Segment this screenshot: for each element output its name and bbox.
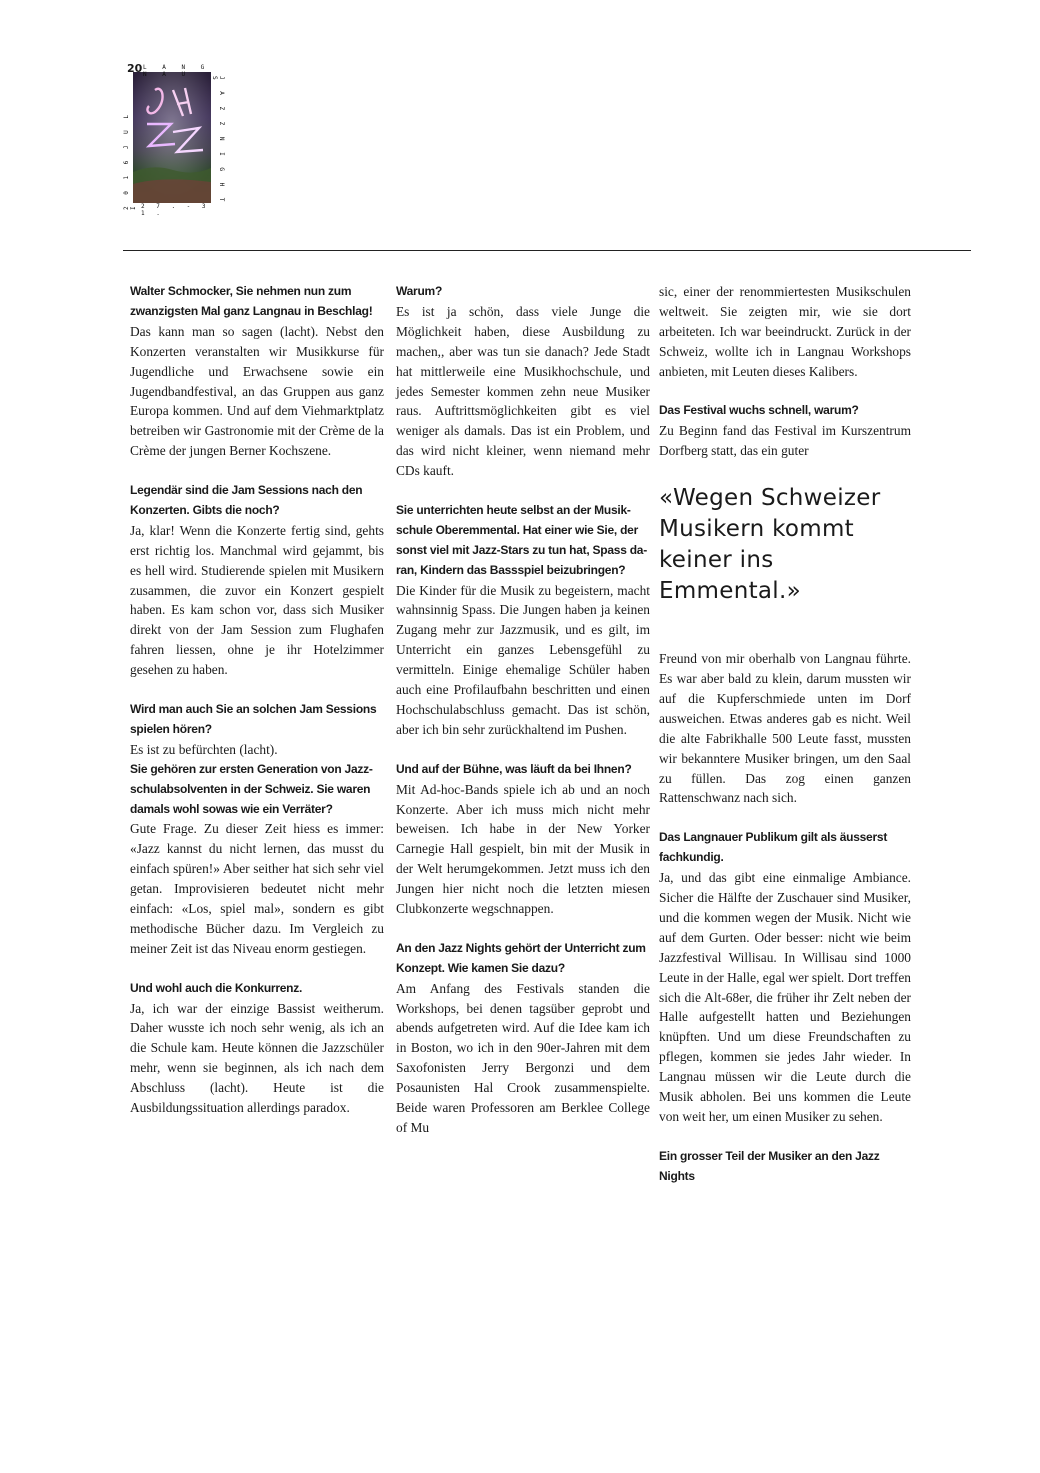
- logo-bottom-text: 2 7 . - 3 1 .: [141, 203, 210, 217]
- paragraph-gap: [130, 680, 384, 700]
- interview-question: Wird man auch Sie an solchen Jam Sessions spielen hören?: [130, 702, 377, 736]
- interview-question: Walter Schmocker, Sie nehmen nun zum zwanzigsten Mal ganz Langnau in Beschlag!: [130, 284, 373, 318]
- paragraph-gap: [396, 919, 650, 939]
- header-rule: [123, 250, 971, 251]
- pull-quote-spacer: [659, 461, 911, 475]
- interview-question: Das Festival wuchs schnell, warum?: [659, 403, 859, 418]
- pull-quote: «Wegen Schweizer Musikern kommt keiner ins Emmental.»: [659, 485, 881, 605]
- interview-question: Und auf der Bühne, was läuft da bei Ihnen?: [396, 761, 632, 776]
- paragraph-gap: [659, 1127, 911, 1147]
- interview-question: Das Langnauer Publikum gilt als äusserst fachkundig.: [659, 830, 888, 865]
- interview-question: An den Jazz Nights gehört der Unterricht zum Konzept. Wie kamen Sie dazu?: [396, 940, 646, 975]
- interview-answer: Zu Beginn fand das Festival im Kurszentrum Dorfberg statt, das ein guter: [659, 423, 911, 459]
- pull-quote-spacer: [659, 607, 911, 649]
- interview-question: Legendär sind die Jam Sessions nach den Konzerten. Gibts die noch?: [130, 483, 363, 517]
- interview-answer: Es ist zu befürchten (lacht).: [130, 741, 278, 757]
- interview-answer: sic, einer der renommiertesten Musikschulen weltweit. Sie zeigten mir, wie sie dort arbeiteten. Ich war beeindruckt. Zurück in der Schweiz, wollte ich in Langnau Workshops anbieten, mit Leuten dieses Kalibers.: [659, 284, 911, 379]
- paragraph-gap: [396, 481, 650, 501]
- interview-answer: Ja, klar! Wenn die Konzerte fertig sind, gehts erst richtig los. Manchmal wird gejammt, bis es hell wird. Studierende spielen mit Musikern zusammen, die zuvor ein Konzert gespielt haben. Es kam schon vor, dass sich Musiker direkt von der Jam Session zum Flughafen fahren liessen, ohne je ihr Hotelzimmer gesehen zu haben.: [130, 522, 384, 678]
- interview-answer: Mit Ad-hoc-Bands spiele ich ab und an noch Konzerte. Aber ich muss mich nicht mehr beweisen. Ich habe in der New Yorker Carnegie Hall gespielt, bin mit der Musik in der Welt herumgekommen. Jetzt muss ich den Jungen hier nicht noch die letzten miesen Clubkonzerte wegschnappen.: [396, 781, 650, 917]
- interview-answer: Freund von mir oberhalb von Langnau führte. Es war aber bald zu klein, darum mussten wir auf die Kupferschmiede unten im Dorf ausweichen. Etwas anderes gab es nicht. Weil die alte Fabrikhalle 500 Leute fasst, mussten wir bekanntere Musiker bringen, um den Saal zu füllen. Das zog einen ganzen Rattenschwanz nach sich.: [659, 651, 911, 806]
- column-2: [396, 282, 650, 1138]
- logo-right-text: J A Z Z N I G H T S: [211, 76, 225, 206]
- interview-question: Warum?: [396, 284, 443, 298]
- paragraph-gap: [130, 461, 384, 481]
- paragraph-gap: [659, 382, 911, 402]
- interview-answer: Ja, ich war der einzige Bassist weitherum. Daher wusste ich noch sehr wenig, als ich an die Schule kam. Heute können die Jazzschüler mehr, wenn sie beginnen, als ich nach dem Abschluss (lacht). Heute ist die Ausbildungssituation allerdings paradox.: [130, 1000, 384, 1116]
- interview-question: Sie unterrichten heute selbst an der Musikschule Oberemmental. Hat einer wie Sie, der sonst viel mit Jazz-Stars zu tun hat, Spass daran, Kindern das Bassspiel beizubringen?: [396, 502, 648, 577]
- page-number: 20: [127, 62, 143, 75]
- interview-question: Ein grosser Teil der Musiker an den Jazz Nights: [659, 1148, 880, 1183]
- interview-answer: Das kann man so sagen (lacht). Nebst den Konzerten veranstalten wir Musikkurse für Jugendliche und Erwachsene sowie ein Jugendbandfestival, an das Gruppen aus ganz Europa kommen. Und auf dem Viehmarktplatz betreiben wir Gastronomie mit der Crème de la Crème der jungen Berner Kochszene.: [130, 323, 384, 459]
- paragraph-gap: [396, 740, 650, 760]
- festival-logo: [123, 64, 225, 217]
- logo-left-text: 2 0 1 6 J U L I: [123, 111, 137, 210]
- neon-jazz-letters: [133, 72, 211, 203]
- interview-answer: Die Kinder für die Musik zu begeistern, macht wahnsinnig Spass. Die Jungen haben ja keinen Zugang mehr zur Jazzmusik, und es gilt, im Unterricht ein ganzes Lebensgefühl zu vermitteln. Einige ehemalige Schüler haben auch eine Profilaufbahn beschritten und einen Hochschulabschluss gemacht. Das ist schön, aber ich bin sehr zurückhaltend im Pushen.: [396, 582, 650, 737]
- interview-answer: Ja, und das gibt eine einmalige Ambiance. Sicher die Hälfte der Zuschauer sind Musiker, und die kommen wegen der Musik. Nicht wie auf dem Gurten. Oder besser: nicht wie beim Jazzfestival Willisau. In Willisau sind 1000 Leute in der Halle, egal wer spielt. Dort treffen sich die Alt-68er, die früher ihr Zelt neben der Halle aufgestellt hatten und Beziehungen knüpften. Und um diese Freundschaften zu pflegen, kommen sie jedes Jahr wieder. In Langnau müssen wir die Leute durch die Musik abholen. Bei uns kommen die Leute von weit her, um einen Musiker zu sehen.: [659, 870, 911, 1124]
- interview-answer: Am Anfang des Festivals standen die Workshops, bei denen tagsüber geprobt und abends aufgetreten wird. Auf die Idee kam ich in Boston, wo ich in den 90er-Jahren mit dem Saxofonisten Jerry Bergonzi und dem Posaunisten Hal Crook zusammenspielte. Beide waren Professoren am Berklee College of Mu: [396, 980, 650, 1136]
- logo-top-text: L A N G N A U: [143, 64, 211, 78]
- interview-answer: Gute Frage. Zu dieser Zeit hiess es immer: «Jazz kannst du nicht lernen, das musst du einfach spüren!» Aber seither hat sich sehr viel getan. Improvisieren bedeutet nicht mehr einfach: «Los, spiel mal», sondern es gibt methodische Bücher dazu. Im Vergleich zu meiner Zeit ist das Niveau enorm gestiegen.: [130, 821, 384, 956]
- interview-answer: Es ist ja schön, dass viele Junge die Möglichkeit haben, diese Ausbildung zu machen,, aber was tun sie danach? Jede Stadt hat mittlerweile eine Musikhochschule, und jedes Semester kommen zehn neue Musiker raus. Auftrittsmöglichkeiten gibt es viel weniger als damals. Das ist ein Problem, und das wird nicht kleiner, wenn niemand mehr CDs kauft.: [396, 303, 650, 479]
- jazz-neon-artwork: [133, 72, 211, 203]
- paragraph-gap: [130, 959, 384, 979]
- interview-question: Sie gehören zur ersten Generation von Jazzschulabsolventen in der Schweiz. Sie waren damals wohl sowas wie ein Verräter?: [130, 761, 373, 816]
- interview-question: Und wohl auch die Konkurrenz.: [130, 980, 303, 995]
- column-1: [130, 282, 384, 1118]
- column-3: [659, 282, 911, 1187]
- paragraph-gap: [659, 808, 911, 828]
